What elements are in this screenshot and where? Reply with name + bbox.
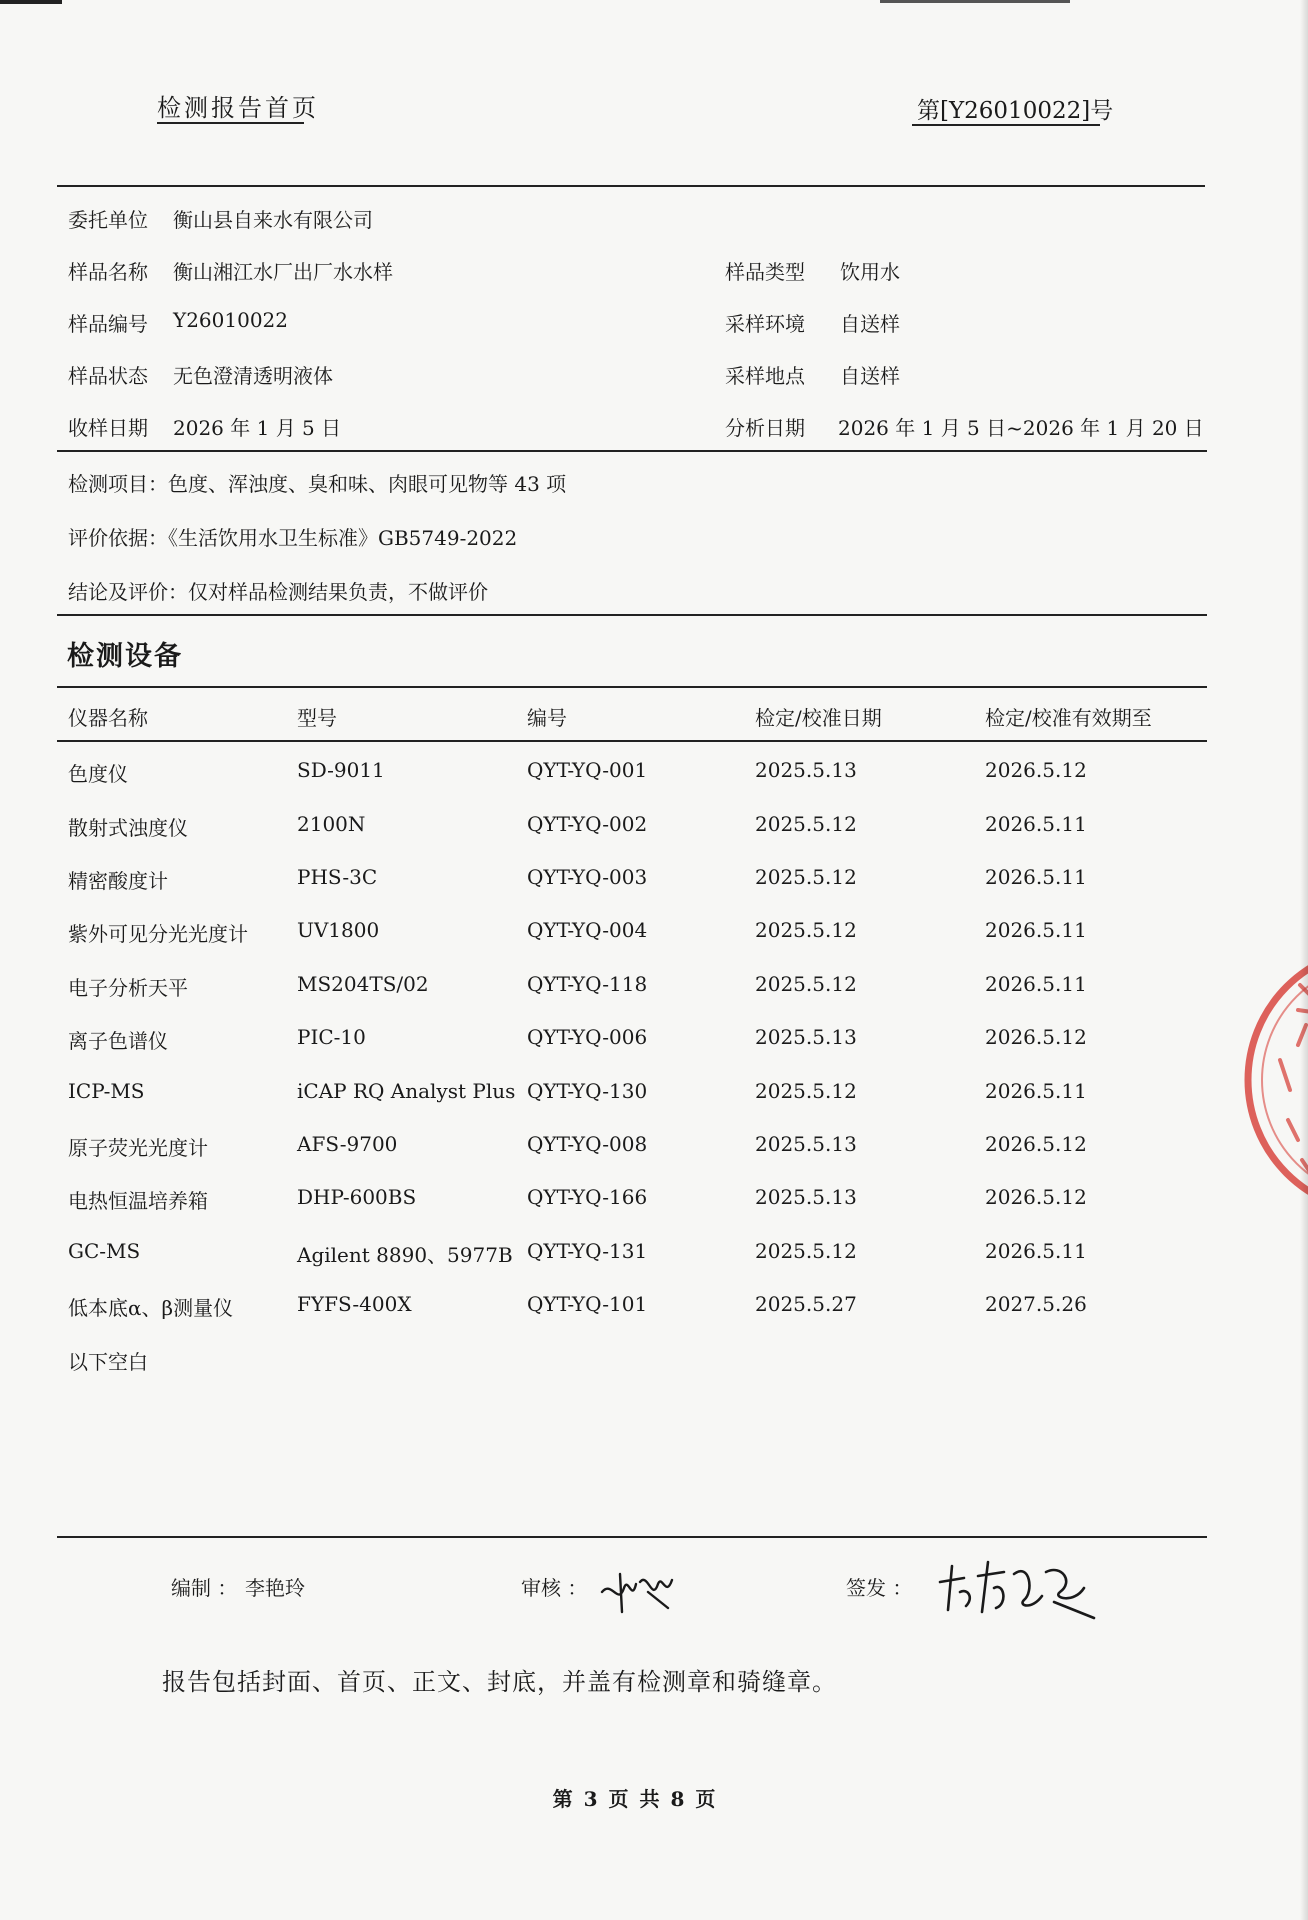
page-number: 第 3 页 共 8 页	[552, 1787, 718, 1811]
cell-id: QYT-YQ-006	[527, 1025, 648, 1049]
report-number-underline	[912, 124, 1100, 126]
cell-calibration-date: 2025.5.13	[755, 1185, 857, 1209]
table-row	[0, 918, 1308, 958]
table-row	[0, 1132, 1308, 1172]
prepared-by-label: 编制 ：	[171, 1576, 238, 1600]
cell-instrument: GC-MS	[68, 1239, 141, 1263]
cell-valid-until: 2027.5.26	[985, 1292, 1087, 1316]
evaluation-basis: 评价依据：《生活饮用水卫生标准》GB5749-2022	[68, 526, 518, 550]
cell-valid-until: 2026.5.11	[985, 865, 1087, 889]
cell-instrument: 散射式浊度仪	[68, 816, 188, 840]
cell-calibration-date: 2025.5.13	[755, 1132, 857, 1156]
table-row	[0, 865, 1308, 905]
cell-id: QYT-YQ-001	[527, 758, 648, 782]
sample-id-value: Y26010022	[173, 308, 288, 332]
col-header-valid-until: 检定/校准有效期至	[985, 706, 1152, 730]
cell-id: QYT-YQ-004	[527, 918, 648, 942]
table-row	[0, 812, 1308, 852]
cell-valid-until: 2026.5.11	[985, 918, 1087, 942]
sample-id-label: 样品编号	[68, 312, 148, 336]
cell-calibration-date: 2025.5.12	[755, 1239, 857, 1263]
col-header-id: 编号	[527, 706, 567, 730]
cell-valid-until: 2026.5.12	[985, 758, 1087, 782]
cell-model: MS204TS/02	[297, 972, 429, 996]
sample-state-value: 无色澄清透明液体	[173, 364, 333, 388]
col-header-instrument: 仪器名称	[68, 706, 148, 730]
cell-instrument: 电子分析天平	[68, 976, 188, 1000]
cell-model: PHS-3C	[297, 865, 378, 889]
cell-calibration-date: 2025.5.13	[755, 758, 857, 782]
cell-instrument: ICP-MS	[68, 1079, 145, 1103]
receipt-date-value: 2026 年 1 月 5 日	[173, 416, 342, 440]
table-row	[0, 1292, 1308, 1332]
issuer-signature	[934, 1552, 1104, 1632]
table-row	[0, 1239, 1308, 1279]
reviewed-by-label: 审核 ：	[521, 1576, 588, 1600]
cell-calibration-date: 2025.5.27	[755, 1292, 857, 1316]
cell-instrument: 原子荧光光度计	[68, 1136, 208, 1160]
sample-name-label: 样品名称	[68, 260, 148, 284]
col-header-model: 型号	[297, 706, 337, 730]
cell-valid-until: 2026.5.11	[985, 972, 1087, 996]
sample-type-label: 样品类型	[725, 260, 805, 284]
cell-model: UV1800	[297, 918, 380, 942]
cell-model: SD-9011	[297, 758, 385, 782]
table-row	[0, 758, 1308, 798]
table-row	[0, 1079, 1308, 1119]
col-header-calibration-date: 检定/校准日期	[755, 706, 882, 730]
rule-top	[57, 185, 1205, 187]
cell-model: FYFS-400X	[297, 1292, 412, 1316]
client-value: 衡山县自来水有限公司	[173, 208, 373, 232]
red-seal-stamp	[1240, 930, 1308, 1230]
prepared-by-name: 李艳玲	[245, 1576, 305, 1600]
cell-valid-until: 2026.5.12	[985, 1185, 1087, 1209]
cell-model: Agilent 8890、5977B	[297, 1243, 513, 1267]
sample-name-value: 衡山湘江水厂出厂水水样	[173, 260, 393, 284]
sampling-site-value: 自送样	[840, 364, 900, 388]
analysis-date-label: 分析日期	[725, 416, 805, 440]
cell-valid-until: 2026.5.11	[985, 1239, 1087, 1263]
cell-instrument: 离子色谱仪	[68, 1029, 168, 1053]
analysis-date-value: 2026 年 1 月 5 日~2026 年 1 月 20 日	[838, 416, 1204, 440]
sampling-site-label: 采样地点	[725, 364, 805, 388]
conclusion: 结论及评价：仅对样品检测结果负责，不做评价	[68, 580, 488, 604]
table-row	[0, 1185, 1308, 1225]
cell-model: iCAP RQ Analyst Plus	[297, 1079, 516, 1103]
cell-calibration-date: 2025.5.12	[755, 865, 857, 889]
blank-below-note: 以下空白	[68, 1350, 148, 1374]
sample-type-value: 饮用水	[840, 260, 900, 284]
rule-table-header	[57, 740, 1207, 742]
cell-model: PIC-10	[297, 1025, 366, 1049]
cell-model: 2100N	[297, 812, 366, 836]
cell-model: AFS-9700	[297, 1132, 398, 1156]
page-edge-shadow	[1300, 0, 1308, 1920]
sampling-env-label: 采样环境	[725, 312, 805, 336]
rule-table-top	[57, 686, 1207, 688]
cell-valid-until: 2026.5.12	[985, 1025, 1087, 1049]
cell-valid-until: 2026.5.11	[985, 1079, 1087, 1103]
cell-id: QYT-YQ-101	[527, 1292, 648, 1316]
cell-id: QYT-YQ-008	[527, 1132, 648, 1156]
table-row	[0, 1025, 1308, 1065]
equipment-section-title: 检测设备	[67, 641, 183, 672]
cell-instrument: 电热恒温培养箱	[68, 1189, 208, 1213]
cell-instrument: 低本底α、β测量仪	[68, 1296, 234, 1320]
title-underline	[157, 122, 304, 124]
table-row	[0, 972, 1308, 1012]
sample-state-label: 样品状态	[68, 364, 148, 388]
scan-mark-left	[0, 0, 62, 4]
sampling-env-value: 自送样	[840, 312, 900, 336]
cell-instrument: 色度仪	[68, 762, 128, 786]
rule-after-sample-info	[57, 450, 1207, 452]
cell-model: DHP-600BS	[297, 1185, 417, 1209]
receipt-date-label: 收样日期	[68, 416, 148, 440]
cell-calibration-date: 2025.5.12	[755, 918, 857, 942]
cell-valid-until: 2026.5.11	[985, 812, 1087, 836]
cell-calibration-date: 2025.5.12	[755, 812, 857, 836]
cell-id: QYT-YQ-130	[527, 1079, 648, 1103]
scan-mark-right	[880, 0, 1070, 3]
rule-after-test-info	[57, 614, 1207, 616]
test-items: 检测项目：色度、浑浊度、臭和味、肉眼可见物等 43 项	[68, 472, 567, 496]
cell-instrument: 紫外可见分光光度计	[68, 922, 248, 946]
issued-by-label: 签发 ：	[846, 1576, 913, 1600]
cell-calibration-date: 2025.5.12	[755, 972, 857, 996]
report-number: 第[Y26010022]号	[917, 98, 1114, 124]
client-label: 委托单位	[68, 208, 148, 232]
cell-instrument: 精密酸度计	[68, 869, 168, 893]
cell-calibration-date: 2025.5.13	[755, 1025, 857, 1049]
rule-before-signatures	[57, 1536, 1207, 1538]
cell-id: QYT-YQ-118	[527, 972, 648, 996]
cell-id: QYT-YQ-131	[527, 1239, 648, 1263]
reviewer-signature	[598, 1562, 680, 1618]
cell-calibration-date: 2025.5.12	[755, 1079, 857, 1103]
report-composition-note: 报告包括封面、首页、正文、封底，并盖有检测章和骑缝章。	[162, 1668, 837, 1696]
cell-id: QYT-YQ-003	[527, 865, 648, 889]
report-title: 检测报告首页	[157, 94, 319, 122]
cell-id: QYT-YQ-002	[527, 812, 648, 836]
cell-valid-until: 2026.5.12	[985, 1132, 1087, 1156]
cell-id: QYT-YQ-166	[527, 1185, 648, 1209]
